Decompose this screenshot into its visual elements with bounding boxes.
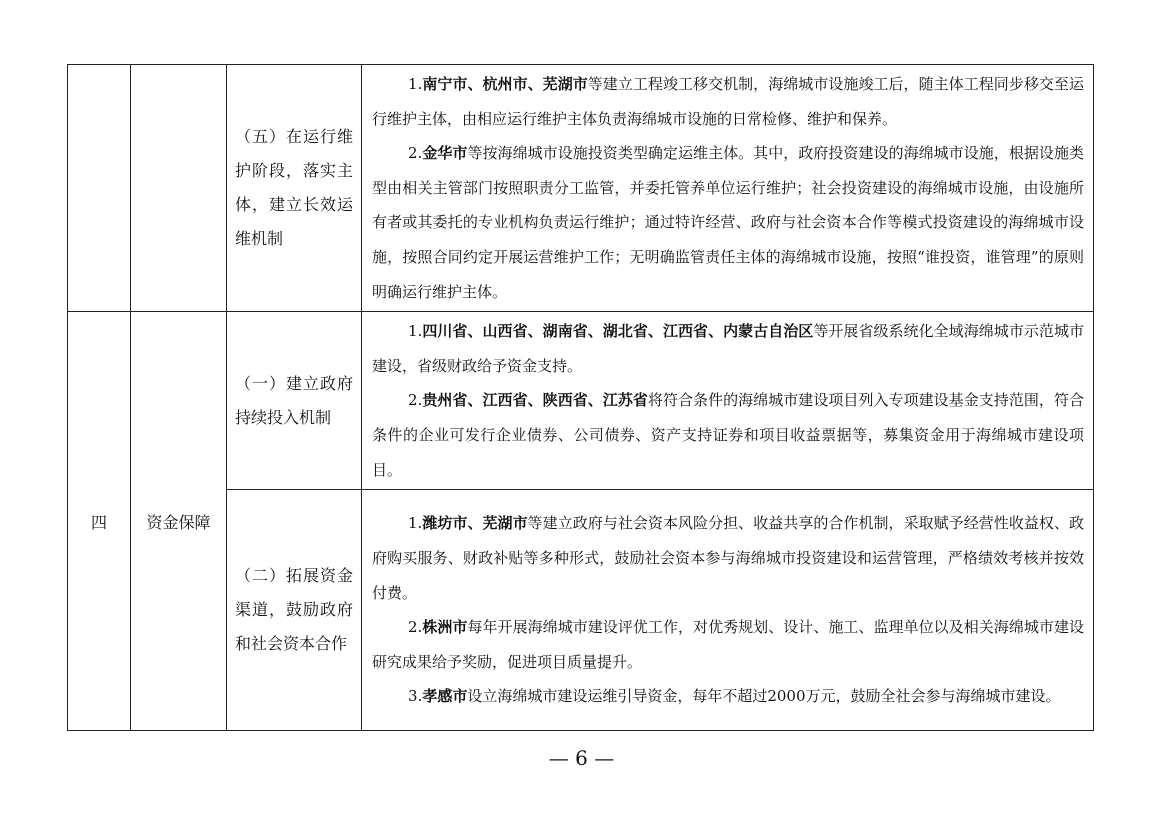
list-item: 3.孝感市设立海绵城市建设运维引导资金，每年不超过2000万元，鼓励全社会参与海绵城市建设。 xyxy=(408,687,1061,706)
list-item: 1.潍坊市、芜湖市等建立政府与社会资本风险分担、收益共享的合作机制，采取赋予经营性收益权、政府购买服务、财政补贴等多种形式，鼓励社会资本参与海绵城市投资建设和运营管理，严格绩效考核并按效付费。 xyxy=(372,514,1084,602)
list-item: 2.金华市等按海绵城市设施投资类型确定运维主体。其中，政府投资建设的海绵城市设施，根据设施类型由相关主管部门按照职责分工监管，并委托管养单位运行维护；社会投资建设的海绵城市设施，由设施所有者或其委托的专业机构负责运行维护；通过特许经营、政府与社会资本合作等模式投资建设的海绵城市设施，按照合同约定开展运营维护工作；无明确监管责任主体的海绵城市设施，按照“谁投资，谁管理”的原则明确运行维护主体。 xyxy=(372,144,1084,301)
list-item: 1.南宁市、杭州市、芜湖市等建立工程竣工移交机制，海绵城市设施竣工后，随主体工程同步移交至运行维护主体，由相应运行维护主体负责海绵城市设施的日常检修、维护和保养。 xyxy=(372,75,1084,128)
subtitle-funding-channels: （二）拓展资金渠道，鼓励政府和社会资本合作 xyxy=(227,490,362,731)
page-number: — 6 — xyxy=(548,746,615,770)
subtitle-operation: （五）在运行维护阶段，落实主体，建立长效运维机制 xyxy=(227,65,362,312)
list-item: 2.株洲市每年开展海绵城市建设评优工作，对优秀规划、设计、施工、监理单位以及相关海绵城市建设研究成果给予奖励，促进项目质量提升。 xyxy=(372,618,1084,671)
section-number: 四 xyxy=(68,312,131,731)
content-operation xyxy=(362,65,1094,312)
section-category: 资金保障 xyxy=(131,312,227,731)
list-item: 2.贵州省、江西省、陕西省、江苏省将符合条件的海绵城市建设项目列入专项建设基金支持范围，符合条件的企业可发行企业债券、公司债券、资产支持证券和项目收益票据等，募集资金用于海绵城市建设项目。 xyxy=(372,391,1084,479)
category-cell-empty xyxy=(131,65,227,312)
policy-table xyxy=(67,64,1094,731)
number-cell-empty xyxy=(68,65,131,312)
table-row-government-investment xyxy=(68,312,1094,490)
list-item: 1.四川省、山西省、湖南省、湖北省、江西省、内蒙古自治区等开展省级系统化全域海绵城市示范城市建设，省级财政给予资金支持。 xyxy=(372,322,1084,375)
table-row-operation xyxy=(68,65,1094,312)
subtitle-government-investment: （一）建立政府持续投入机制 xyxy=(227,312,362,490)
content-funding-channels xyxy=(362,490,1094,731)
content-government-investment xyxy=(362,312,1094,490)
